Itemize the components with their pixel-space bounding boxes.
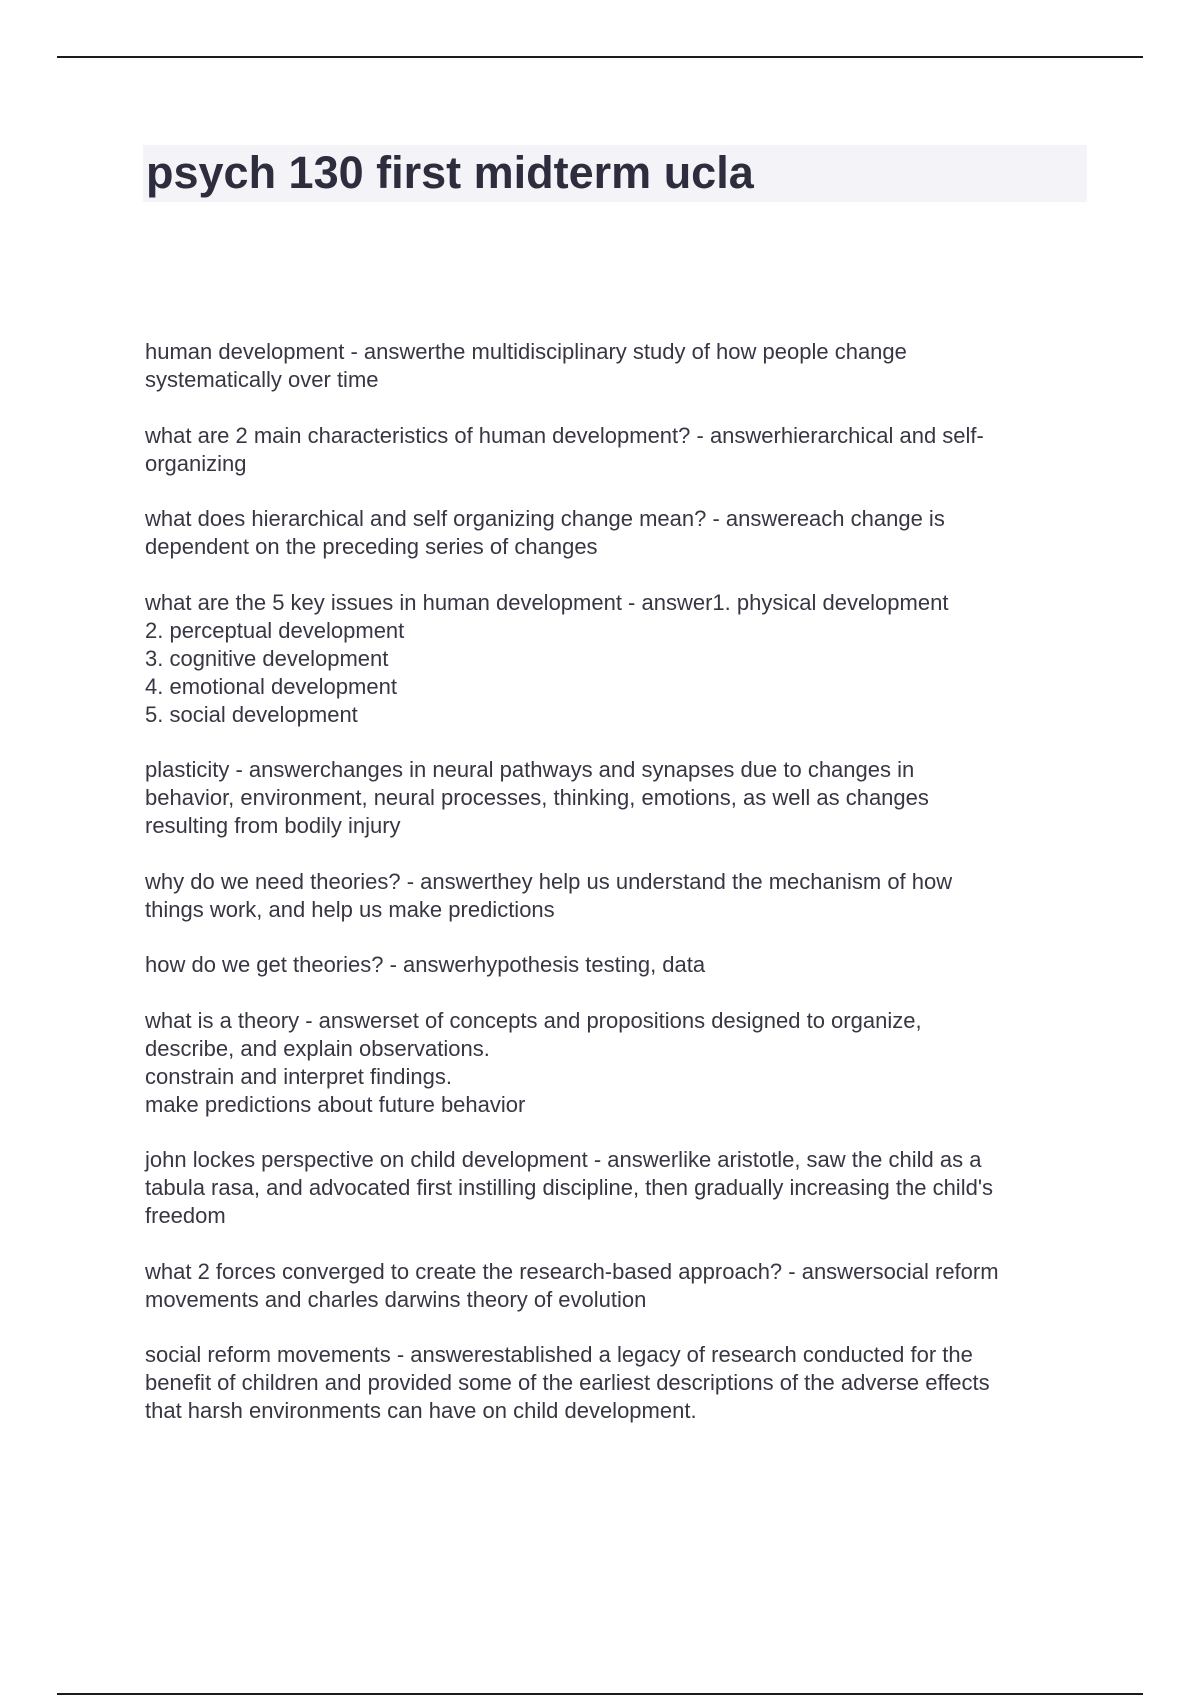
qa-entry xyxy=(145,338,1090,394)
qa-entry xyxy=(145,1007,1090,1119)
qa-line: tabula rasa, and advocated first instilling discipline, then gradually increasing the child's xyxy=(145,1175,994,1200)
page-title: psych 130 first midterm ucla xyxy=(146,147,754,198)
qa-entry xyxy=(145,756,1090,840)
qa-line: freedom xyxy=(145,1203,226,1228)
qa-line: social reform movements - answerestablished a legacy of research conducted for the xyxy=(145,1342,973,1367)
qa-line: things work, and help us make predictions xyxy=(145,896,555,922)
qa-line: constrain and interpret findings. xyxy=(145,1063,452,1089)
qa-entry xyxy=(145,1341,1090,1425)
qa-entry xyxy=(145,951,1090,979)
qa-line: 2. perceptual development xyxy=(145,617,405,643)
qa-entry xyxy=(145,868,1090,924)
qa-entry xyxy=(145,505,1090,561)
qa-entry xyxy=(145,1258,1090,1314)
qa-line: how do we get theories? - answerhypothesis testing, data xyxy=(145,952,706,977)
qa-line: behavior, environment, neural processes, thinking, emotions, as well as changes xyxy=(145,785,929,810)
qa-line: that harsh environments can have on child development. xyxy=(145,1398,697,1423)
qa-line: make predictions about future behavior xyxy=(145,1091,526,1117)
qa-line: benefit of children and provided some of the earliest descriptions of the adverse effects xyxy=(145,1370,990,1395)
qa-line: what does hierarchical and self organizing change mean? - answereach change is xyxy=(145,506,945,531)
qa-line: what are 2 main characteristics of human development? - answerhierarchical and self- xyxy=(145,422,984,448)
qa-line: john lockes perspective on child development - answerlike aristotle, saw the child as a xyxy=(145,1147,982,1172)
qa-line: what is a theory - answerset of concepts and propositions designed to organize, xyxy=(145,1007,922,1033)
qa-line: what 2 forces converged to create the research-based approach? - answersocial reform xyxy=(145,1258,999,1284)
qa-entry xyxy=(145,589,1090,729)
qa-line: dependent on the preceding series of changes xyxy=(145,534,598,559)
qa-line: 3. cognitive development xyxy=(145,645,389,671)
qa-line: describe, and explain observations. xyxy=(145,1035,490,1061)
qa-entry xyxy=(145,422,1090,478)
qa-line: movements and charles darwins theory of evolution xyxy=(145,1286,647,1312)
qa-line: human development - answerthe multidisciplinary study of how people change xyxy=(145,339,907,364)
qa-line: why do we need theories? - answerthey help us understand the mechanism of how xyxy=(145,868,953,894)
qa-line: systematically over time xyxy=(145,367,379,392)
bottom-divider xyxy=(57,1693,1143,1695)
qa-line: plasticity - answerchanges in neural pathways and synapses due to changes in xyxy=(145,757,915,782)
qa-line: organizing xyxy=(145,450,247,476)
top-divider xyxy=(57,56,1143,58)
qa-line: what are the 5 key issues in human development - answer1. physical development xyxy=(145,589,949,615)
qa-list xyxy=(145,338,1090,1453)
qa-line: resulting from bodily injury xyxy=(145,813,401,838)
qa-line: 5. social development xyxy=(145,701,358,727)
qa-line: 4. emotional development xyxy=(145,673,397,699)
qa-entry xyxy=(145,1146,1090,1230)
